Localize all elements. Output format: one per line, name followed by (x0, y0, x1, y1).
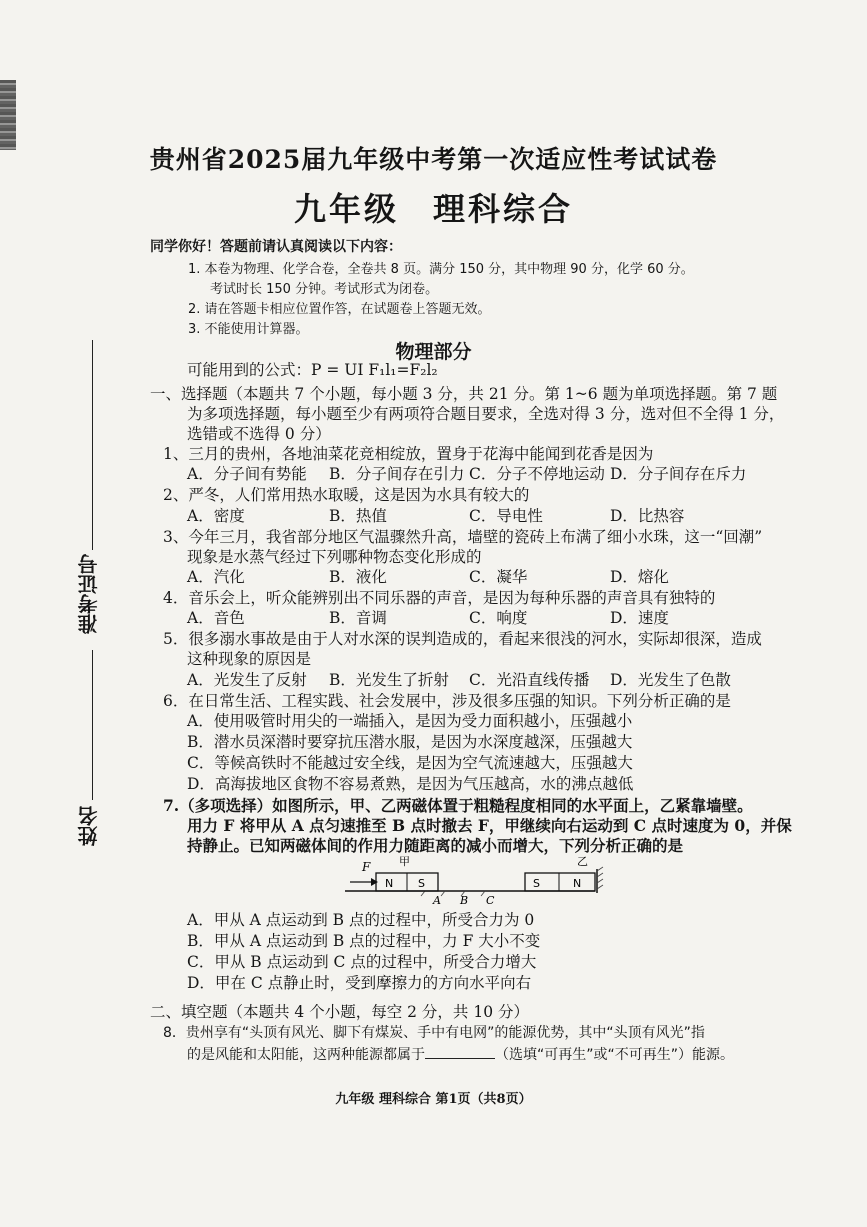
q3-option-b: B．液化 (329, 568, 387, 586)
q7-option-a: A．甲从 A 点运动到 B 点的过程中，所受合力为 0 (187, 911, 535, 929)
name-line (92, 650, 93, 800)
notice-item-1: 1. 本卷为物理、化学合卷，全卷共 8 页。满分 150 分，其中物理 90 分，化学 60 分。 (188, 262, 694, 277)
q6-option-d: D．高海拔地区食物不容易煮熟，是因为气压越高，水的沸点越低 (187, 775, 634, 793)
exam-id-line (92, 340, 93, 550)
q7-stem-end: 持静止。已知两磁体间的作用力随距离的减小而增大，下列分析正确的是 (187, 836, 684, 855)
q1-option-d: D．分子间存在斥力 (610, 465, 747, 483)
q4-stem: 4．音乐会上，听众能辨别出不同乐器的声音，是因为每种乐器的声音具有独特的 (163, 589, 716, 607)
page-footer: 九年级 理科综合 第1页（共8页） (335, 1092, 532, 1107)
q3-option-a: A．汽化 (187, 568, 245, 586)
q2-option-d: D．比热容 (610, 507, 685, 525)
q6-option-b: B．潜水员深潜时要穿抗压潜水服，是因为水深度越深，压强越大 (187, 733, 633, 751)
q7-stem-cont: 用力 F 将甲从 A 点匀速推至 B 点时撤去 F，甲继续向右运动到 C 点时速度为 0，并保 (187, 816, 792, 835)
magnet-jia-pole-s: S (418, 877, 425, 890)
notice-item-3: 3. 不能使用计算器。 (188, 322, 309, 337)
section1-heading-cont: 为多项选择题，每小题至少有两项符合题目要求，全选对得 3 分，选对但不全得 1 分， (187, 405, 785, 423)
magnet-yi-pole-n: N (573, 877, 582, 890)
q4-option-a: A．音色 (187, 609, 245, 627)
notice-heading: 同学你好！答题前请认真阅读以下内容： (150, 239, 402, 255)
q8-stem: 8．贵州享有“头顶有风光、脚下有煤炭、手中有电网”的能源优势，其中“头顶有风光”指 (163, 1025, 705, 1041)
force-arrowhead (371, 878, 378, 886)
q3-stem-cont: 现象是水蒸气经过下列哪种物态变化形成的 (187, 548, 482, 566)
q2-stem: 2、严冬，人们常用热水取暖，这是因为水具有较大的 (163, 486, 530, 504)
q1-option-c: C．分子不停地运动 (469, 465, 605, 483)
formula-line: 可能用到的公式：P = UI F₁l₁=F₂l₂ (187, 361, 438, 379)
point-a-label: A (433, 894, 441, 905)
candidate-info-sidebar (62, 340, 112, 900)
q8-answer-blank[interactable] (425, 1044, 495, 1059)
section2-heading: 二、填空题（本题共 4 个小题，每空 2 分，共 10 分） (150, 1003, 530, 1021)
grade-label: 九年级 (293, 190, 399, 228)
q5-option-a: A．光发生了反射 (187, 671, 307, 689)
q6-option-c: C．等候高铁时不能越过安全线，是因为空气流速越大，压强越大 (187, 754, 633, 772)
magnet-diagram (345, 855, 605, 905)
notice-item-2: 2. 请在答题卡相应位置作答，在试题卷上答题无效。 (188, 302, 491, 317)
q1-option-a: A．分子间有势能 (187, 465, 307, 483)
exam-title: 贵州省2025届九年级中考第一次适应性考试试卷 (149, 145, 718, 174)
q8-stem-cont (187, 1044, 734, 1065)
force-label: F (362, 860, 371, 874)
exam-id-label: 准考证号 (77, 554, 101, 634)
q6-option-a: A．使用吸管时用尖的一端插入，是因为受力面积越小，压强越小 (187, 712, 633, 730)
q2-option-b: B．热值 (329, 507, 387, 525)
magnet-jia-pole-n: N (385, 877, 394, 890)
q7-stem: 7.（多项选择）如图所示，甲、乙两磁体置于粗糙程度相同的水平面上，乙紧靠墙壁。 (163, 796, 753, 815)
q2-option-a: A．密度 (187, 507, 245, 525)
physics-section-title: 物理部分 (395, 341, 472, 363)
q5-stem: 5．很多溺水事故是由于人对水深的误判造成的，看起来很浅的河水，实际却很深，造成 (163, 630, 762, 648)
notice-item-1-cont: 考试时长 150 分钟。考试形式为闭卷。 (210, 282, 439, 297)
q8-text-after-blank: （选填“可再生”或“不可再生”）能源。 (495, 1047, 735, 1063)
q8-text-before-blank: 的是风能和太阳能，这两种能源都属于 (187, 1047, 425, 1063)
q5-option-c: C．光沿直线传播 (469, 671, 590, 689)
q5-stem-cont: 这种现象的原因是 (187, 650, 312, 668)
point-b-label: B (460, 894, 469, 905)
wall-hatching (597, 867, 603, 889)
magnet-yi-label: 乙 (577, 855, 588, 868)
exam-subtitle (0, 184, 867, 230)
q5-option-b: B．光发生了折射 (329, 671, 449, 689)
q4-option-c: C．响度 (469, 609, 528, 627)
point-c-label: C (486, 894, 495, 905)
subject-label: 理科综合 (433, 190, 574, 228)
q3-stem: 3、今年三月，我省部分地区气温骤然升高，墙壁的瓷砖上布满了细小水珠，这一“回潮” (163, 528, 763, 546)
q3-option-c: C．凝华 (469, 568, 528, 586)
q4-option-b: B．音调 (329, 609, 387, 627)
q4-option-d: D．速度 (610, 609, 669, 627)
magnet-yi-pole-s: S (533, 877, 540, 890)
magnet-jia-label: 甲 (399, 855, 410, 868)
q1-option-b: B．分子间存在引力 (329, 465, 465, 483)
q2-option-c: C．导电性 (469, 507, 543, 525)
q7-option-c: C．甲从 B 点运动到 C 点的过程中，所受合力增大 (187, 953, 537, 971)
section1-heading-end: 选错或不选得 0 分） (187, 425, 331, 443)
q1-stem: 1、三月的贵州，各地油菜花竞相绽放，置身于花海中能闻到花香是因为 (163, 445, 654, 463)
q5-option-d: D．光发生了色散 (610, 671, 731, 689)
name-label: 姓名 (77, 806, 101, 846)
q7-option-b: B．甲从 A 点运动到 B 点的过程中，力 F 大小不变 (187, 932, 541, 950)
q6-stem: 6．在日常生活、工程实践、社会发展中，涉及很多压强的知识。下列分析正确的是 (163, 692, 731, 710)
section1-heading: 一、选择题（本题共 7 个小题，每小题 3 分，共 21 分。第 1~6 题为单项选择题。第 7 题 (150, 385, 778, 403)
q7-option-d: D．甲在 C 点静止时，受到摩擦力的方向水平向右 (187, 974, 532, 992)
q3-option-d: D．熔化 (610, 568, 669, 586)
